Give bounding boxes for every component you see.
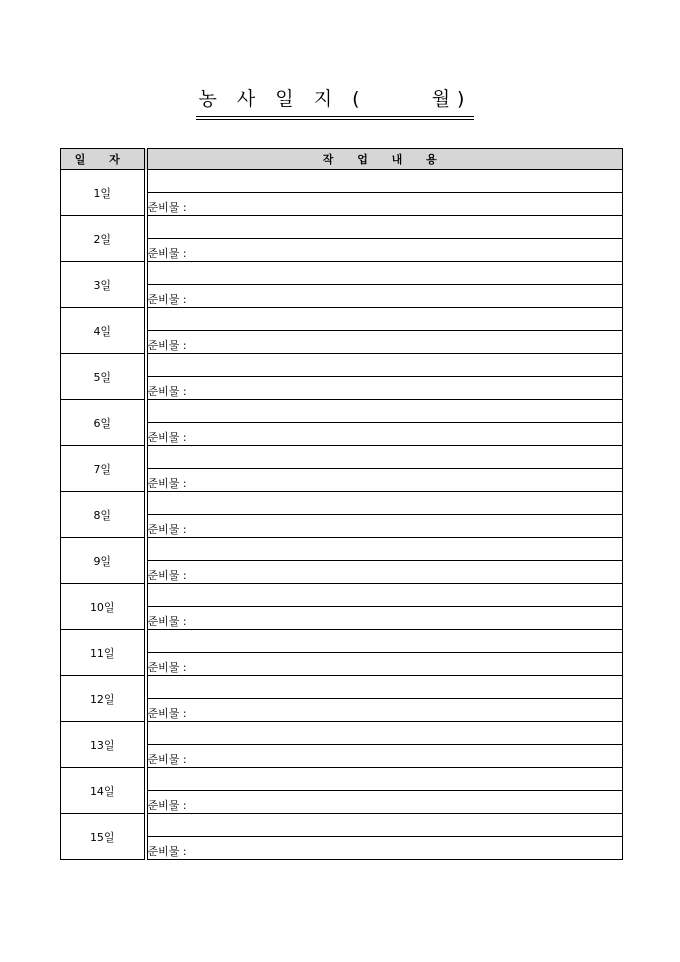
prep-label: 준비물 :: [147, 707, 187, 720]
work-entry-cell[interactable]: [146, 170, 623, 193]
day-label: 8일: [61, 492, 146, 538]
work-entry-cell[interactable]: [146, 400, 623, 423]
prep-row: [61, 193, 623, 216]
day-label: 11일: [61, 630, 146, 676]
day-label: 1일: [61, 170, 146, 216]
prep-label: 준비물 :: [147, 569, 187, 582]
log-body: [61, 170, 623, 860]
header-work: 작 업 내 용: [146, 149, 623, 170]
prep-cell[interactable]: [146, 423, 623, 446]
prep-row: [61, 331, 623, 354]
work-entry-cell[interactable]: [146, 630, 623, 653]
prep-label: 준비물 :: [147, 661, 187, 674]
day-row: [61, 216, 623, 239]
day-row: [61, 354, 623, 377]
title-underline-top: [196, 116, 474, 117]
work-entry-cell[interactable]: [146, 768, 623, 791]
work-entry-cell[interactable]: [146, 262, 623, 285]
prep-cell[interactable]: [146, 193, 623, 216]
prep-label: 준비물 :: [147, 523, 187, 536]
work-entry-cell[interactable]: [146, 676, 623, 699]
day-row: [61, 722, 623, 745]
day-row: [61, 768, 623, 791]
prep-cell[interactable]: [146, 469, 623, 492]
title-underline-bottom: [196, 119, 474, 120]
prep-label: 준비물 :: [147, 753, 187, 766]
prep-cell[interactable]: [146, 607, 623, 630]
prep-cell[interactable]: [146, 561, 623, 584]
day-label: 9일: [61, 538, 146, 584]
prep-row: [61, 607, 623, 630]
work-entry-cell[interactable]: [146, 538, 623, 561]
work-entry-cell[interactable]: [146, 722, 623, 745]
prep-row: [61, 653, 623, 676]
day-row: [61, 446, 623, 469]
day-row: [61, 308, 623, 331]
prep-label: 준비물 :: [147, 247, 187, 260]
prep-cell[interactable]: [146, 515, 623, 538]
day-label: 13일: [61, 722, 146, 768]
work-entry-cell[interactable]: [146, 308, 623, 331]
prep-row: [61, 285, 623, 308]
prep-row: [61, 837, 623, 860]
prep-cell[interactable]: [146, 653, 623, 676]
prep-row: [61, 239, 623, 262]
prep-cell[interactable]: [146, 837, 623, 860]
day-label: 5일: [61, 354, 146, 400]
prep-cell[interactable]: [146, 239, 623, 262]
work-entry-cell[interactable]: [146, 354, 623, 377]
prep-row: [61, 791, 623, 814]
prep-cell[interactable]: [146, 285, 623, 308]
day-label: 3일: [61, 262, 146, 308]
prep-row: [61, 515, 623, 538]
prep-row: [61, 699, 623, 722]
header-day: 일 자: [61, 149, 146, 170]
prep-row: [61, 423, 623, 446]
day-label: 10일: [61, 584, 146, 630]
prep-row: [61, 469, 623, 492]
day-label: 6일: [61, 400, 146, 446]
day-row: [61, 814, 623, 837]
prep-label: 준비물 :: [147, 339, 187, 352]
prep-cell[interactable]: [146, 699, 623, 722]
prep-label: 준비물 :: [147, 845, 187, 858]
prep-row: [61, 745, 623, 768]
prep-label: 준비물 :: [147, 293, 187, 306]
header-row: [61, 149, 623, 170]
day-label: 2일: [61, 216, 146, 262]
day-row: [61, 538, 623, 561]
work-entry-cell[interactable]: [146, 216, 623, 239]
prep-cell[interactable]: [146, 791, 623, 814]
day-row: [61, 170, 623, 193]
work-entry-cell[interactable]: [146, 446, 623, 469]
day-label: 14일: [61, 768, 146, 814]
prep-cell[interactable]: [146, 331, 623, 354]
day-row: [61, 400, 623, 423]
day-label: 15일: [61, 814, 146, 860]
title-block: [196, 86, 474, 112]
day-row: [61, 584, 623, 607]
work-entry-cell[interactable]: [146, 584, 623, 607]
farm-log-table: [60, 148, 623, 860]
day-row: [61, 676, 623, 699]
prep-cell[interactable]: [146, 745, 623, 768]
day-row: [61, 262, 623, 285]
prep-label: 준비물 :: [147, 201, 187, 214]
work-entry-cell[interactable]: [146, 492, 623, 515]
work-entry-cell[interactable]: [146, 814, 623, 837]
prep-label: 준비물 :: [147, 431, 187, 444]
prep-label: 준비물 :: [147, 385, 187, 398]
prep-row: [61, 377, 623, 400]
prep-row: [61, 561, 623, 584]
prep-label: 준비물 :: [147, 799, 187, 812]
prep-label: 준비물 :: [147, 615, 187, 628]
day-row: [61, 492, 623, 515]
page-title: 농 사 일 지 ( 월): [198, 88, 472, 110]
day-label: 7일: [61, 446, 146, 492]
prep-label: 준비물 :: [147, 477, 187, 490]
day-label: 12일: [61, 676, 146, 722]
day-row: [61, 630, 623, 653]
prep-cell[interactable]: [146, 377, 623, 400]
day-label: 4일: [61, 308, 146, 354]
